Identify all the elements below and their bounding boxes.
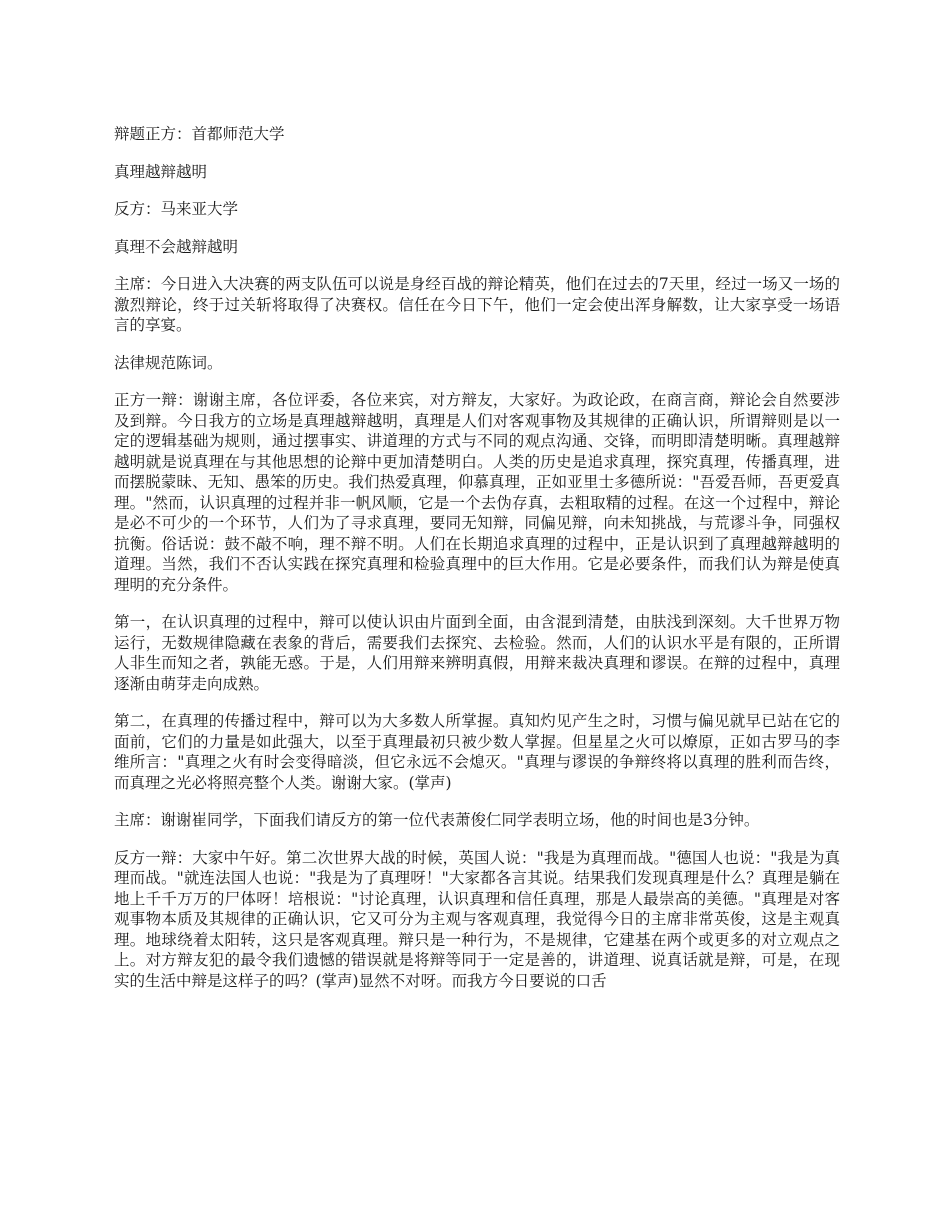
- chair-transition-paragraph: 主席：谢谢崔同学，下面我们请反方的第一位代表萧俊仁同学表明立场，他的时间也是3分钟。: [114, 811, 760, 829]
- affirmative-point-two: 第二，在真理的传播过程中，辩可以为大多数人所掌握。真知灼见产生之时，习惯与偏见就早已站在它的面前，它们的力量是如此强大，以至于真理最初只被少数人掌握。但星星之火可以燎原，正如古罗马的李维所言："真理之火有时会变得暗淡，但它永远不会熄灭。"真理与谬误的争辩终将以真理的胜利而告终，而真理之光必将照亮整个人类。谢谢大家。(掌声): [114, 712, 840, 792]
- affirmative-point-one: 第一，在认识真理的过程中，辩可以使认识由片面到全面，由含混到清楚，由肤浅到深刻。大千世界万物运行，无数规律隐藏在表象的背后，需要我们去探究、去检验。然而，人们的认识水平是有限的，正所谓人非生而知之者，孰能无惑。于是，人们用辩来辨明真假，用辩来裁决真理和谬误。在辩的过程中，真理逐渐由萌芽走向成熟。: [114, 613, 840, 693]
- document-page: [114, 124, 840, 1008]
- affirmative-first-speech: 正方一辩：谢谢主席，各位评委，各位来宾，对方辩友，大家好。为政论政，在商言商，辩论会自然要涉及到辩。今日我方的立场是真理越辩越明，真理是人们对客观事物及其规律的正确认识，所谓辩则是以一定的逻辑基础为规则，通过摆事实、讲道理的方式与不同的观点沟通、交锋，而明即清楚明晰。真理越辩越明就是说真理在与其他思想的论辩中更加清楚明白。人类的历史是追求真理，探究真理，传播真理，进而摆脱蒙昧、无知、愚笨的历史。我们热爱真理，仰慕真理，正如亚里士多德所说："吾爱吾师，吾更爱真理。"然而，认识真理的过程并非一帆风顺，它是一个去伪存真，去粗取精的过程。在这一个过程中，辩论是必不可少的一个环节，人们为了寻求真理，要同无知辩，同偏见辩，向未知挑战，与荒谬斗争，同强权抗衡。俗话说：鼓不敲不响，理不辩不明。人们在长期追求真理的过程中，正是认识到了真理越辩越明的道理。当然，我们不否认实践在探究真理和检验真理中的巨大作用。它是必要条件，而我们认为辩是使真理明的充分条件。: [114, 391, 840, 594]
- motion-affirmative-school: 辩题正方：首都师范大学: [114, 125, 285, 143]
- motion-negative-school: 反方：马来亚大学: [114, 200, 239, 218]
- chair-opening-paragraph: 主席：今日进入大决赛的两支队伍可以说是身经百战的辩论精英，他们在过去的7天里，经过一场又一场的激烈辩论，终于过关斩将取得了决赛权。信任在今日下午，他们一定会使出浑身解数，让大家享受一场语言的享宴。: [114, 275, 840, 334]
- motion-negative-stance: 真理不会越辩越明: [114, 237, 239, 256]
- section-heading: 法律规范陈词。: [114, 353, 223, 372]
- negative-first-speech: 反方一辩：大家中午好。第二次世界大战的时候，英国人说："我是为真理而战。"德国人也说："我是为真理而战。"就连法国人也说："我是为了真理呀！"大家都各言其说。结果我们发现真理是什么？真理是躺在地上千千万万的尸体呀！培根说："讨论真理，认识真理和信任真理，那是人最崇高的美德。"真理是对客观事物本质及其规律的正确认识，它又可分为主观与客观真理，我觉得今日的主席非常英俊，这是主观真理。地球绕着太阳转，这只是客观真理。辩只是一种行为，不是规律，它建基在两个或更多的对立观点之上。对方辩友犯的最令我们遗憾的错误就是将辩等同于一定是善的，讲道理、说真话就是辩，可是，在现实的生活中辩是这样子的吗？(掌声)显然不对呀。而我方今日要说的口舌: [114, 848, 840, 990]
- motion-affirmative-stance: 真理越辩越明: [114, 162, 208, 181]
